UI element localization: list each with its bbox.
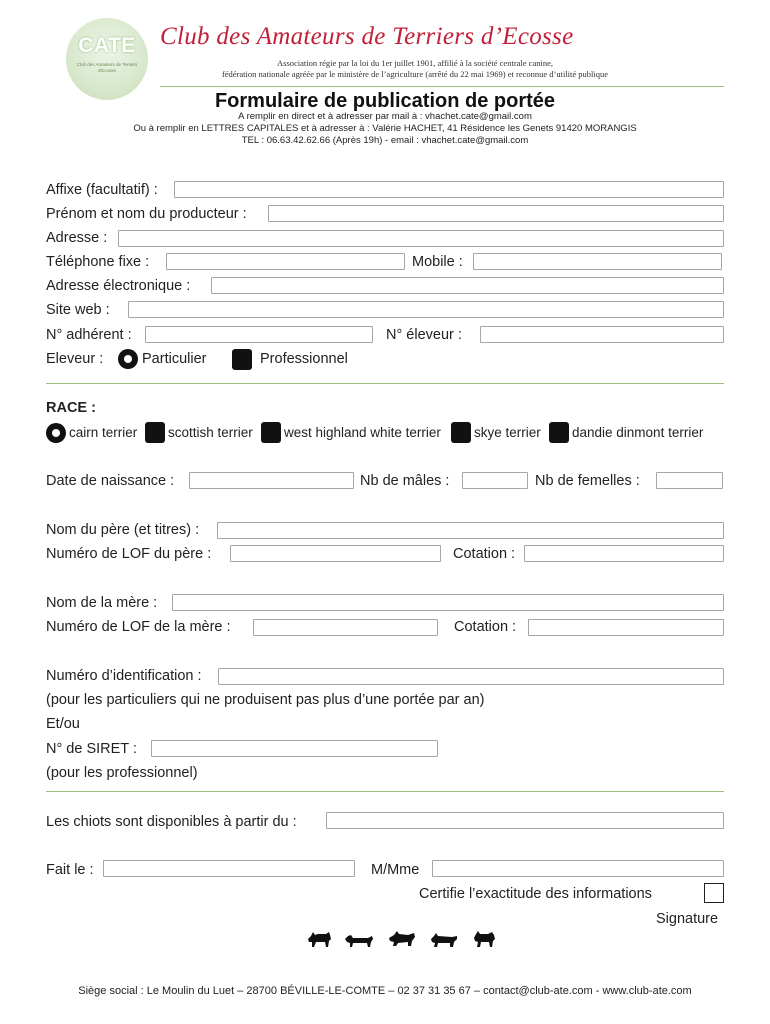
race-heading: RACE : [46, 400, 96, 416]
birth-date-label: Date de naissance : [46, 473, 175, 489]
breeder-number-field[interactable] [480, 326, 724, 343]
race-scottish-checkbox[interactable] [145, 422, 165, 443]
race-scottish-label: scottish terrier [168, 425, 253, 440]
race-westie-label: west highland white terrier [284, 425, 441, 440]
club-title: Club des Amateurs de Terriers d’Ecosse [160, 23, 574, 50]
header-divider [160, 86, 724, 87]
terrier-silhouettes [302, 930, 502, 950]
association-info [160, 58, 670, 79]
title-label: M/Mme [371, 862, 420, 878]
race-cairn-radio[interactable] [46, 423, 66, 443]
website-label: Site web : [46, 302, 110, 318]
breeder-type-label: Eleveur : [46, 351, 104, 367]
phone-field[interactable] [166, 253, 405, 270]
signature-label: Signature [656, 911, 719, 927]
skye-silhouette-icon [430, 932, 458, 948]
terrier-silhouette-icon [306, 930, 332, 948]
section-divider-1 [46, 383, 724, 384]
email-label: Adresse électronique : [46, 278, 191, 294]
professionnel-checkbox[interactable] [232, 349, 252, 370]
instructions-line-3: TEL : 06.63.42.62.66 (Après 19h) - email : vhachet.cate@gmail.com [241, 135, 529, 146]
mother-name-label: Nom de la mère : [46, 595, 158, 611]
father-name-label: Nom du père (et titres) : [46, 522, 200, 538]
member-number-field[interactable] [145, 326, 373, 343]
form-title: Formulaire de publication de portée [214, 90, 556, 112]
association-line-1: Association régie par la loi du 1er juillet 1901, affilié à la société centrale canine, [277, 58, 553, 68]
affixe-field[interactable] [174, 181, 724, 198]
address-label: Adresse : [46, 230, 108, 246]
logo-subtext: Club des Amateurs de Terriers d'Ecosse [76, 62, 138, 73]
scottie-silhouette-icon [388, 930, 416, 948]
father-lof-label: Numéro de LOF du père : [46, 546, 212, 562]
phone-label: Téléphone fixe : [46, 254, 150, 270]
website-field[interactable] [128, 301, 724, 318]
affixe-label: Affixe (facultatif) : [46, 182, 158, 198]
instructions-line-1: A remplir en direct et à adresser par mail à : vhachet.cate@gmail.com [238, 111, 532, 122]
mother-rating-label: Cotation : [454, 619, 517, 635]
race-skye-label: skye terrier [474, 425, 541, 440]
certify-label: Certifie l’exactitude des informations [419, 886, 652, 902]
race-skye-checkbox[interactable] [451, 422, 471, 443]
professionnel-label: Professionnel [260, 351, 348, 367]
availability-field[interactable] [326, 812, 724, 829]
mother-name-field[interactable] [172, 594, 724, 611]
mobile-field[interactable] [473, 253, 722, 270]
identification-note: (pour les particuliers qui ne produisent pas plus d’une portée par an) [46, 692, 485, 708]
siret-field[interactable] [151, 740, 438, 757]
males-count-field[interactable] [462, 472, 528, 489]
siret-note: (pour les professionnel) [46, 765, 198, 781]
mobile-label: Mobile : [412, 254, 463, 270]
done-at-field[interactable] [103, 860, 355, 877]
identification-field[interactable] [218, 668, 724, 685]
father-name-field[interactable] [217, 522, 724, 539]
westie-silhouette-icon [472, 930, 496, 948]
and-or-text: Et/ou [46, 716, 80, 732]
birth-date-field[interactable] [189, 472, 354, 489]
instructions-line-2: Ou à remplir en LETTRES CAPITALES et à adresser à : Valérie HACHET, 41 Résidence les Genets 91420 MORANGIS [133, 123, 637, 134]
association-line-2: fédération nationale agréée par le ministère de l’agriculture (arrêté du 22 mai 1969) et reconnue d’utilité publique [221, 68, 609, 79]
mother-lof-field[interactable] [253, 619, 438, 636]
race-dandie-checkbox[interactable] [549, 422, 569, 443]
footer-address: Siège social : Le Moulin du Luet – 28700 BÉVILLE-LE-COMTE – 02 37 31 35 67 – contact@club-ate.com - www.club-ate.com [78, 985, 692, 997]
particulier-label: Particulier [142, 351, 207, 367]
producer-name-field[interactable] [268, 205, 724, 222]
breeder-number-label: N° éleveur : [386, 327, 462, 343]
member-number-label: N° adhérent : [46, 327, 132, 343]
identification-label: Numéro d’identification : [46, 668, 202, 684]
mother-lof-label: Numéro de LOF de la mère : [46, 619, 231, 635]
address-field[interactable] [118, 230, 724, 247]
certify-checkbox[interactable] [704, 883, 724, 903]
club-logo [66, 18, 148, 100]
done-at-label: Fait le : [46, 862, 94, 878]
father-lof-field[interactable] [230, 545, 441, 562]
race-westie-checkbox[interactable] [261, 422, 281, 443]
race-cairn-label: cairn terrier [69, 425, 138, 440]
males-count-label: Nb de mâles : [360, 473, 450, 489]
females-count-field[interactable] [656, 472, 723, 489]
race-dandie-label: dandie dinmont terrier [572, 425, 704, 440]
females-count-label: Nb de femelles : [535, 473, 640, 489]
mother-rating-field[interactable] [528, 619, 724, 636]
siret-label: N° de SIRET : [46, 741, 137, 757]
email-field[interactable] [211, 277, 724, 294]
dachshund-silhouette-icon [344, 934, 374, 948]
logo-text: CATE [78, 34, 136, 57]
availability-label: Les chiots sont disponibles à partir du : [46, 814, 297, 830]
section-divider-2 [46, 791, 724, 792]
father-rating-field[interactable] [524, 545, 724, 562]
father-rating-label: Cotation : [453, 546, 516, 562]
producer-name-label: Prénom et nom du producteur : [46, 206, 247, 222]
particulier-radio[interactable] [118, 349, 138, 369]
title-field[interactable] [432, 860, 724, 877]
